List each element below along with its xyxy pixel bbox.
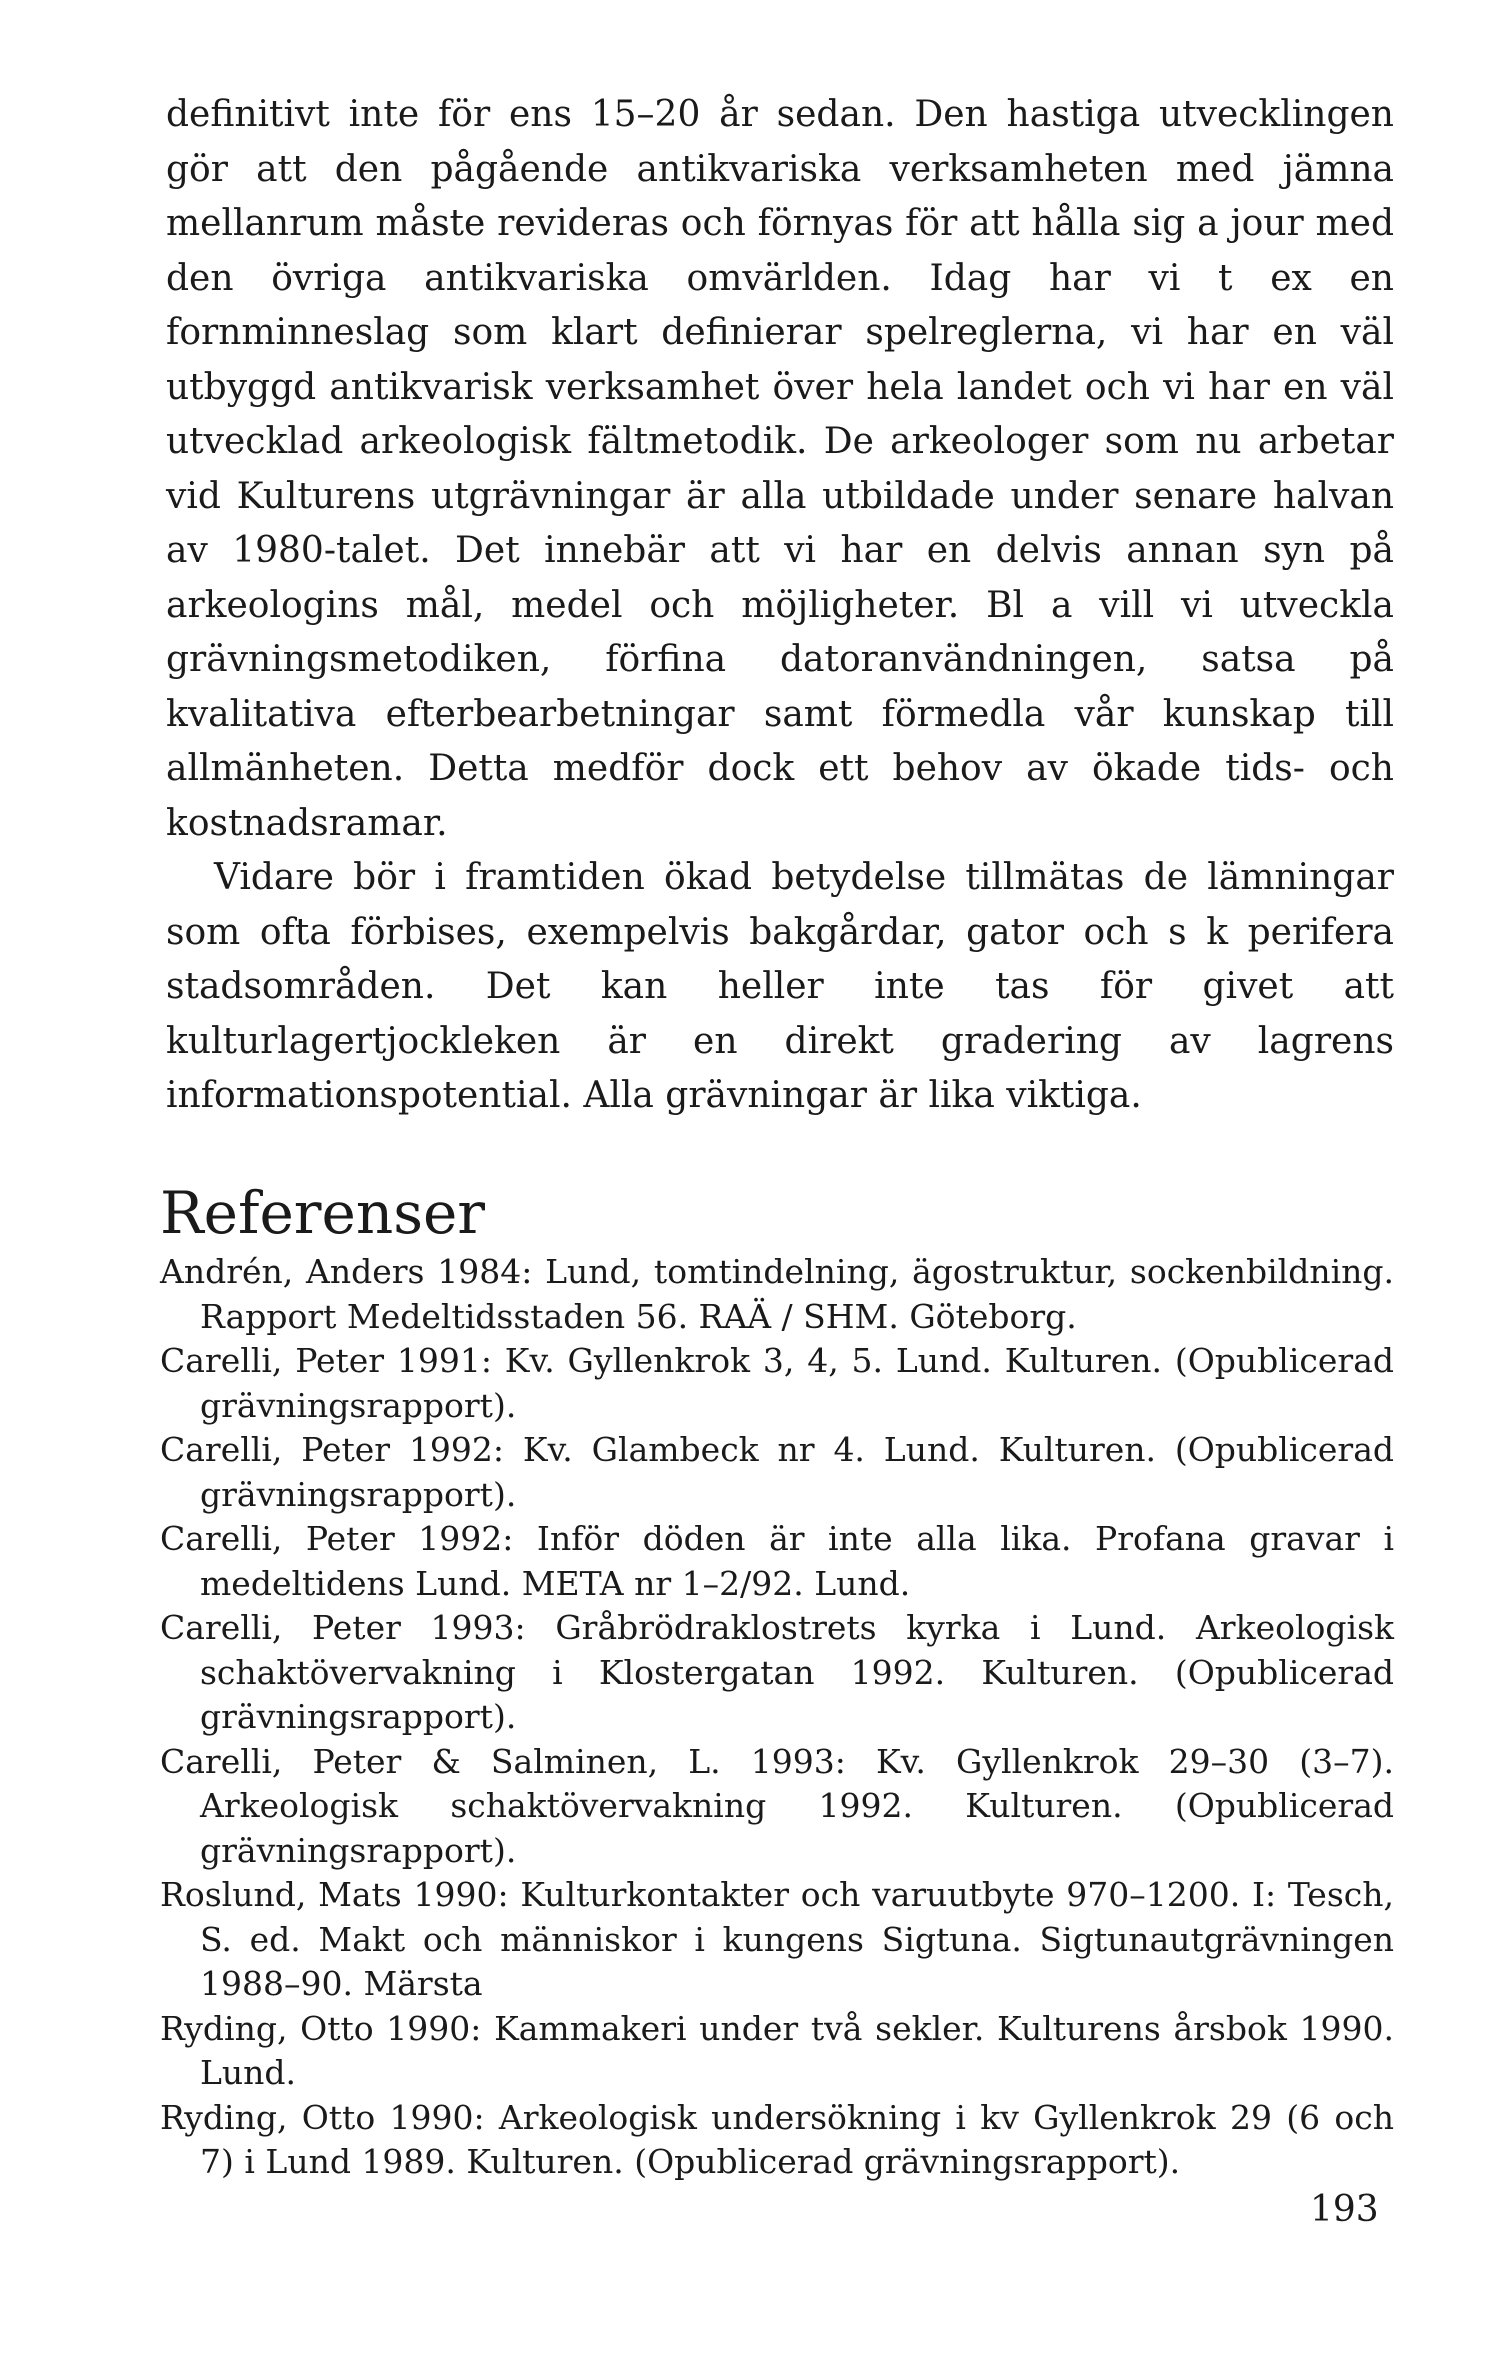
references-list	[160, 1250, 1394, 2185]
reference-item: Ryding, Otto 1990: Arkeologisk undersökning i kv Gyllenkrok 29 (6 och 7) i Lund 1989. Kulturen. (Opublicerad grävningsrapport).	[160, 2097, 1394, 2181]
reference-item: Carelli, Peter 1991: Kv. Gyllenkrok 3, 4, 5. Lund. Kulturen. (Opublicerad grävningsrapport).	[160, 1341, 1394, 1425]
reference-item: Carelli, Peter 1993: Gråbrödraklostrets kyrka i Lund. Arkeologisk schaktövervakning i Klostergatan 1992. Kulturen. (Opublicerad grävningsrapport).	[160, 1608, 1394, 1736]
reference-item: Ryding, Otto 1990: Kammakeri under två sekler. Kulturens årsbok 1990. Lund.	[160, 2008, 1394, 2092]
reference-item: Carelli, Peter & Salminen, L. 1993: Kv. Gyllenkrok 29–30 (3–7). Arkeologisk schaktövervakning 1992. Kulturen. (Opublicerad grävningsrapport).	[160, 1741, 1394, 1870]
paragraph: definitivt inte för ens 15–20 år sedan. Den hastiga utvecklingen gör att den pågående antikvariska verksamheten med jämna mellanrum måste revideras och förnyas för att hålla sig a jour med den övriga antikvariska omvärlden. Idag har vi t ex en fornminneslag som klart definierar spelreglerna, vi har en väl utbyggd antikvarisk verksamhet över hela landet och vi har en väl utvecklad arkeologisk fältmetodik. De arkeologer som nu arbetar vid Kulturens utgrävningar är alla utbildade under senare halvan av 1980-talet. Det innebär att vi har en delvis annan syn på arkeologins mål, medel och möjligheter. Bl a vill vi utveckla grävningsmetodiken, förfina datoranvändningen, satsa på kvalitativa efterbearbetningar samt förmedla vår kunskap till allmänheten. Detta medför dock ett behov av ökade tids- och kostnadsramar.	[166, 94, 1394, 844]
reference-item: Roslund, Mats 1990: Kulturkontakter och varuutbyte 970–1200. I: Tesch, S. ed. Makt och människor i kungens Sigtuna. Sigtunautgrävningen 1988–90. Märsta	[160, 1875, 1394, 2003]
page-number: 193	[1310, 2189, 1379, 2230]
reference-item: Carelli, Peter 1992: Kv. Glambeck nr 4. Lund. Kulturen. (Opublicerad grävningsrapport).	[160, 1430, 1394, 1514]
reference-item: Carelli, Peter 1992: Inför döden är inte alla lika. Profana gravar i medeltidens Lund. META nr 1–2/92. Lund.	[160, 1519, 1394, 1603]
paragraph: Vidare bör i framtiden ökad betydelse tillmätas de lämningar som ofta förbises, exempelvis bakgårdar, gator och s k perifera stadsområden. Det kan heller inte tas för givet att kulturlagertjockleken är en direkt gradering av lagrens informationspotential. Alla grävningar är lika viktiga.	[166, 857, 1394, 1116]
references-heading: Referenser	[160, 1179, 486, 1247]
body-text	[166, 88, 1394, 1124]
reference-item: Andrén, Anders 1984: Lund, tomtindelning, ägostruktur, sockenbildning. Rapport Medeltidsstaden 56. RAÄ / SHM. Göteborg.	[160, 1252, 1394, 1336]
